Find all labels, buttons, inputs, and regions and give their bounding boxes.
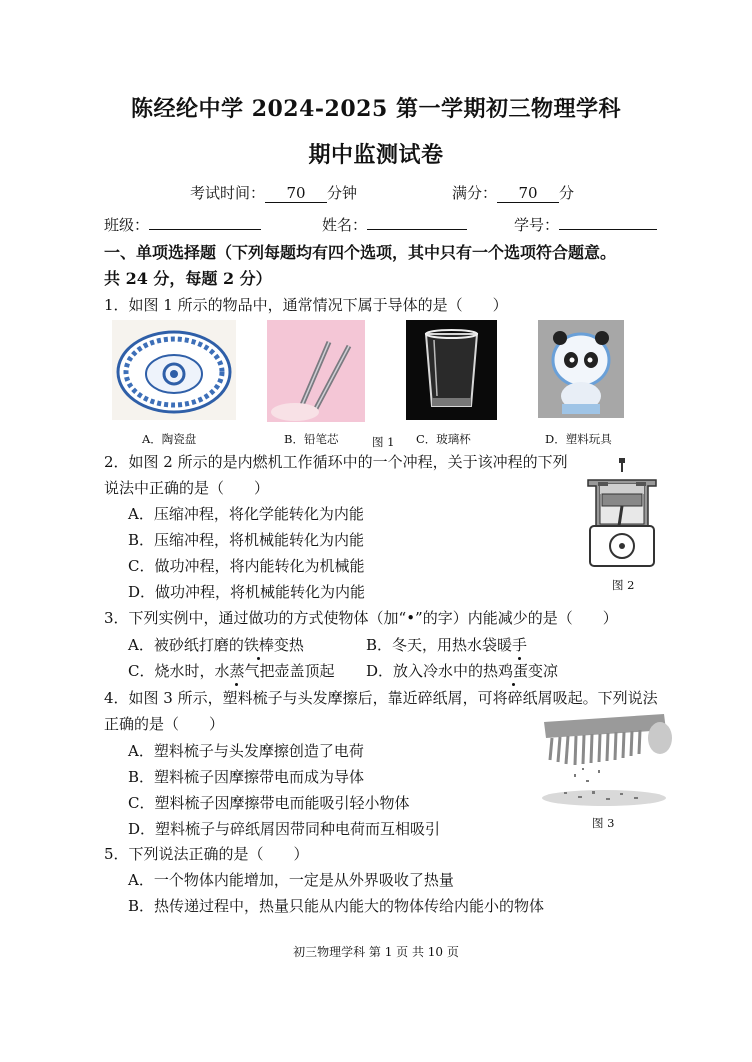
q2-stem-line1: 2．如图 2 所示的是内燃机工作循环中的一个冲程，关于该冲程的下列 [104,453,568,471]
q4-option-b[interactable]: B．塑料梳子因摩擦带电而成为导体 [128,768,365,786]
name-blank[interactable] [367,229,467,230]
q2-stem-line2: 说法中正确的是（ ） [104,479,270,497]
student-id-field[interactable] [514,214,657,235]
q3-option-b[interactable] [366,634,527,655]
class-blank[interactable] [149,229,261,230]
engine-stroke-image [582,458,662,570]
q1-stem: 1．如图 1 所示的物品中，通常情况下属于导体的是（ ） [104,296,508,314]
q4-option-a[interactable]: A．塑料梳子与头发摩擦创造了电荷 [128,742,364,760]
page-footer: 初三物理学科 第 1 页 共 10 页 [293,945,459,959]
q3-stem: 3．下列实例中，通过做功的方式使物体（加“•”的字）内能减少的是（ ） [104,609,618,627]
q4-stem-line2: 正确的是（ ） [104,715,225,733]
q3-b-dotted: 手 [512,636,528,654]
q3-option-c[interactable] [128,660,335,681]
q3-d-dotted: 鸡蛋 [498,662,529,680]
name-label: 姓名： [322,216,368,234]
comb-icon [534,708,672,808]
q3-a-dotted: 铁棒 [243,636,274,654]
time-unit: 分钟 [327,184,358,202]
q3-option-d[interactable] [366,660,558,681]
q1-option-a[interactable]: A．陶瓷盘 [142,432,197,446]
id-label: 学号： [514,216,560,234]
pencil-lead-image [267,320,365,422]
student-id-blank[interactable] [559,229,657,230]
q1-option-d[interactable]: D．塑料玩具 [545,432,612,446]
plate-icon [112,320,236,420]
pencil-lead-icon [267,320,365,422]
q5-stem: 5．下列说法正确的是（ ） [104,845,309,863]
score-unit: 分 [559,184,575,202]
ceramic-plate-image [112,320,236,420]
figure1-label: 图 1 [372,435,395,449]
q1-option-b[interactable]: B．铅笔芯 [284,432,339,446]
q2-option-b[interactable]: B．压缩冲程，将机械能转化为内能 [128,531,365,549]
score-label: 满分： [452,184,498,202]
q2-option-a[interactable]: A．压缩冲程，将化学能转化为内能 [128,505,364,523]
engine-cylinder-icon [582,458,662,570]
name-field[interactable] [322,214,467,235]
glass-cup-icon [406,320,497,420]
comb-paper-image [534,708,672,808]
exam-time [190,182,357,203]
q3-b-pre: B．冬天，用热水袋暖 [366,636,513,654]
q3-c-post: 把壶盖顶起 [259,662,335,680]
glass-cup-image [406,320,497,420]
q3-c-pre: C．烧水时， [128,662,215,680]
time-label: 考试时间： [190,184,266,202]
score-value: 70 [497,184,559,203]
section1-heading-line1: 一、单项选择题（下列每题均有四个选项，其中只有一个选项符合题意。 [104,243,617,262]
q3-c-dotted: 水蒸气 [214,662,260,680]
time-value: 70 [265,184,327,203]
q4-option-d[interactable]: D．塑料梳子与碎纸屑因带同种电荷而互相吸引 [128,820,441,838]
q5-option-b[interactable]: B．热传递过程中，热量只能从内能大的物体传给内能小的物体 [128,897,545,915]
q3-d-post: 变凉 [528,662,559,680]
figure2-label: 图 2 [612,578,635,592]
section1-heading-line2: 共 24 分，每题 2 分） [104,269,272,288]
q5-option-a[interactable]: A．一个物体内能增加，一定是从外界吸收了热量 [128,871,454,889]
q3-d-pre: D．放入冷水中的热 [366,662,499,680]
q2-option-d[interactable]: D．做功冲程，将机械能转化为内能 [128,583,366,601]
q2-option-c[interactable]: C．做功冲程，将内能转化为机械能 [128,557,365,575]
q4-option-c[interactable]: C．塑料梳子因摩擦带电而能吸引轻小物体 [128,794,410,812]
panda-toy-icon [538,320,624,418]
exam-title-line1: 陈经纶中学 2024-2025 第一学期初三物理学科 [131,96,621,122]
exam-score [452,182,574,203]
class-label: 班级： [104,216,150,234]
q4-stem-line1: 4．如图 3 所示，塑料梳子与头发摩擦后，靠近碎纸屑，可将碎纸屑吸起。下列说法 [104,689,658,707]
class-field[interactable] [104,214,261,235]
q1-option-c[interactable]: C．玻璃杯 [416,432,471,446]
q3-a-post: 变热 [273,636,304,654]
figure3-label: 图 3 [592,816,615,830]
q3-option-a[interactable] [128,634,304,655]
plastic-toy-image [538,320,624,418]
exam-title-line2: 期中监测试卷 [308,142,444,168]
q3-a-pre: A．被砂纸打磨的 [128,636,244,654]
